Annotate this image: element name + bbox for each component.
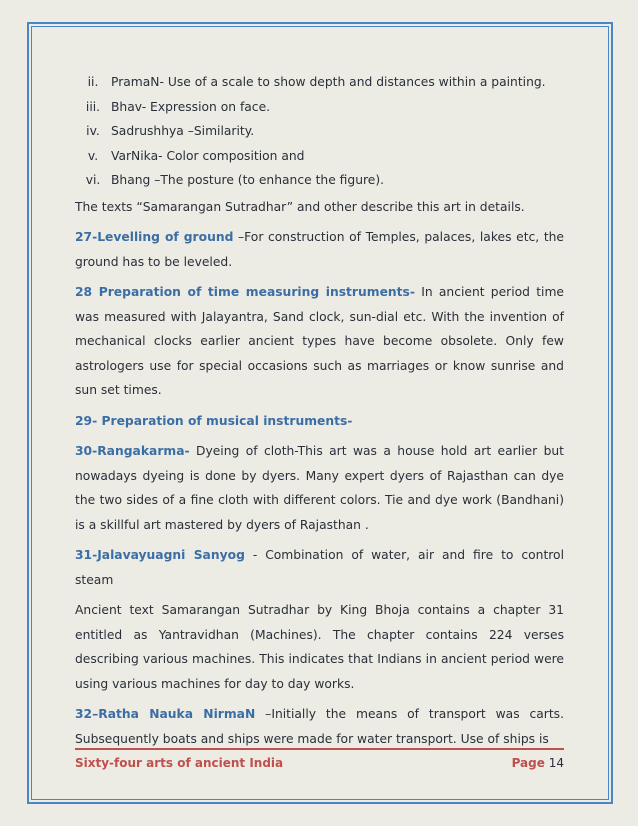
section-30: [75, 439, 564, 537]
list-text: VarNika- Color composition and: [111, 148, 305, 163]
section-body: Dyeing of cloth-This art was a house hold art earlier but nowadays dyeing is done by dyers. Many expert dyers of Rajasthan can dye the two sides of a fine cloth with different colors. Tie and dye work (Bandhani) is a skillful art mastered by dyers of Rajasthan .: [75, 444, 564, 532]
section-heading: 30-Rangakarma-: [75, 444, 190, 458]
page-content: [75, 70, 564, 757]
section-27: [75, 225, 564, 274]
list-text: PramaN- Use of a scale to show depth and distances within a painting.: [111, 75, 546, 89]
list-number: iv.: [86, 124, 100, 138]
section-29: [75, 409, 564, 434]
paragraph-ancient-text: Ancient text Samarangan Sutradhar by King Bhoja contains a chapter 31 entitled as Yantravidhan (Machines). The chapter contains 224 verses describing various machines. This indicates that Indians in ancient period were using various machines for day to day works.: [75, 603, 564, 691]
list-number: iii.: [85, 99, 101, 114]
section-body: In ancient period time was measured with Jalayantra, Sand clock, sun-dial etc. With the invention of mechanical clocks earlier ancient types have become obsolete. Only few astrologers use for special occasions such as marriages or know sunrise and sun set times.: [75, 285, 564, 397]
section-32: [75, 702, 564, 751]
section-body: –Initially the means of transport was carts. Subsequently boats and ships were made for water transport. Use of ships is: [75, 707, 564, 746]
list-number: v.: [87, 148, 99, 163]
list-item: [75, 144, 564, 169]
footer-title: Sixty-four arts of ancient India: [75, 756, 284, 770]
list-text: Bhav- Expression on face.: [111, 99, 271, 114]
list-number: vi.: [85, 173, 101, 187]
page-label: Page: [511, 756, 545, 770]
section-body: - Combination of water, air and fire to control steam: [75, 548, 564, 587]
list-item: [75, 168, 564, 193]
section-body: –For construction of Temples, palaces, lakes etc, the ground has to be leveled.: [75, 230, 564, 269]
list-item: [75, 70, 564, 95]
list-text: Sadrushhya –Similarity.: [111, 124, 255, 138]
page-number: [512, 756, 564, 770]
section-heading: 27-Levelling of ground: [75, 230, 234, 244]
section-heading: 32–Ratha Nauka NirmaN: [75, 707, 256, 721]
list-text: Bhang –The posture (to enhance the figure).: [111, 173, 385, 187]
page-footer: [75, 748, 564, 770]
paragraph-texts: The texts “Samarangan Sutradhar” and other describe this art in details.: [75, 199, 525, 214]
list-item: [75, 119, 564, 144]
section-28: [75, 280, 564, 403]
section-31: [75, 543, 564, 592]
section-heading: 29- Preparation of musical instruments-: [75, 413, 353, 428]
list-number: ii.: [87, 75, 99, 89]
section-heading: 31-Jalavayuagni Sanyog: [75, 548, 245, 562]
list-item: [75, 95, 564, 120]
roman-list: [75, 70, 564, 193]
section-heading: 28 Preparation of time measuring instruments-: [75, 285, 415, 299]
page-number-value: 14: [548, 756, 564, 770]
